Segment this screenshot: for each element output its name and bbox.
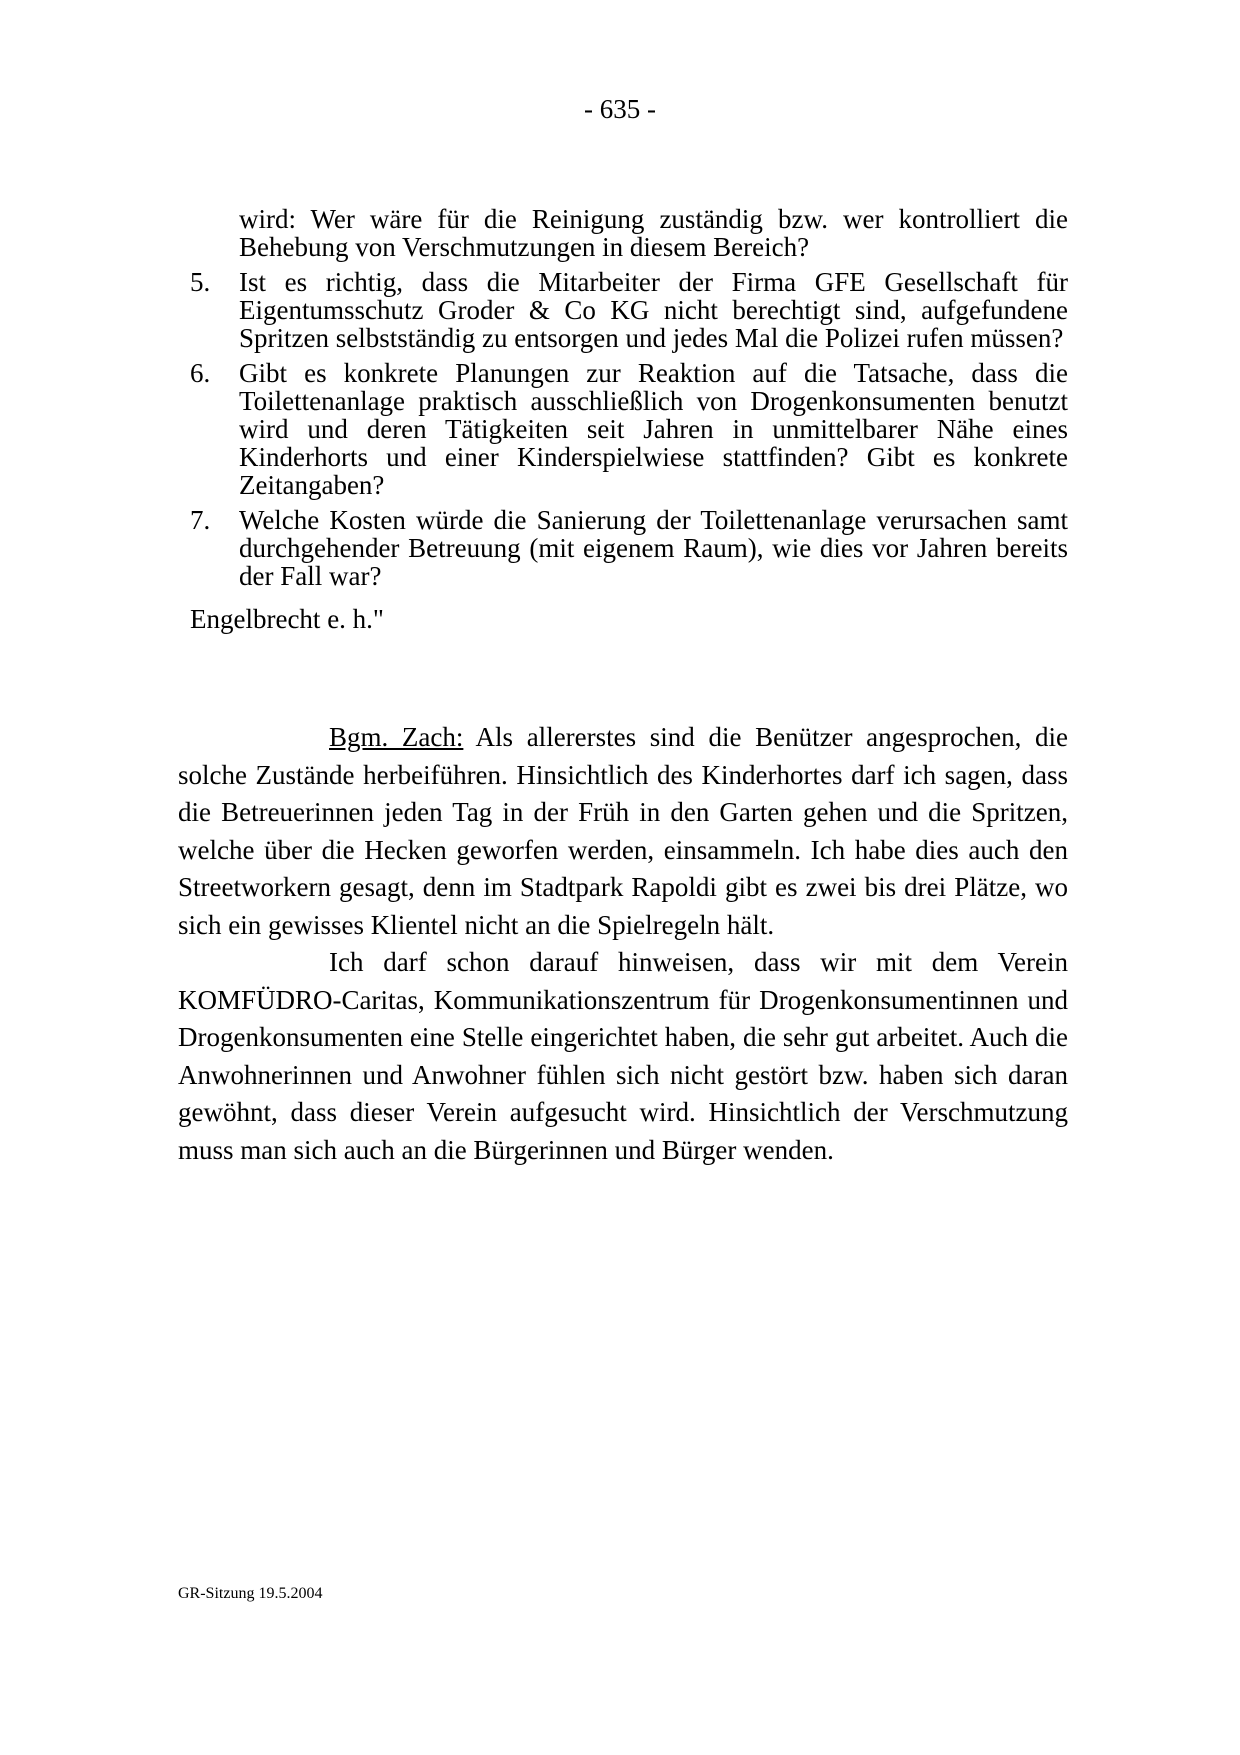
continued-question-text: wird: Wer wäre für die Reinigung zuständig bzw. wer kontrolliert die Behebung von Verschmutzungen in diesem Bereich? [239,204,1068,262]
question-item [190,268,1068,352]
question-item [190,506,1068,590]
question-text: Ist es richtig, dass die Mitarbeiter der Firma GFE Gesellschaft für Eigentumsschutz Groder & Co KG nicht berechtigt sind, aufgefundene Spritzen selbstständig zu entsorgen und jedes Mal die Polizei rufen müssen? [239,267,1068,353]
page-number: - 635 - [584,94,656,124]
question-number: 5. [190,267,211,297]
speech-paragraph: Ich darf schon darauf hinweisen, dass wir mit dem Verein KOMFÜDRO-Caritas, Kommunikationszentrum für Drogenkonsumentinnen und Drogenkonsumenten eine Stelle eingerichtet haben, die sehr gut arbeitet. Auch die Anwohnerinnen und Anwohner fühlen sich nicht gestört bzw. haben sich daran gewöhnt, dass dieser Verein aufgesucht wird. Hinsichtlich der Verschmutzung muss man sich auch an die Bürgerinnen und Bürger wenden. [178,947,1068,1165]
question-text: Welche Kosten würde die Sanierung der Toilettenanlage verursachen samt durchgehender Betreuung (mit eigenem Raum), wie dies vor Jahren bereits der Fall war? [239,505,1068,591]
question-item [190,359,1068,499]
inquiry-signature: Engelbrecht e. h." [190,604,384,634]
question-list [190,205,1068,636]
page-footer: GR-Sitzung 19.5.2004 [178,1585,323,1602]
speaker-name: Bgm. Zach: [329,722,464,752]
question-text: Gibt es konkrete Planungen zur Reaktion auf die Tatsache, dass die Toilettenanlage praktisch ausschließlich von Drogenkonsumenten benutzt wird und deren Tätigkeiten seit Jahren in unmittelbarer Nähe eines Kinderhorts und einer Kinderspielwiese stattfinden? Gibt es konkrete Zeitangaben? [239,358,1068,500]
speech-text: Als allererstes sind die Benützer angesprochen, die solche Zustände herbeiführen. Hinsichtlich des Kinderhortes darf ich sagen, dass die Betreuerinnen jeden Tag in der Früh in den Garten gehen und die Spritzen, welche über die Hecken geworfen werden, einsammeln. Ich habe dies auch den Streetworkern gesagt, denn im Stadtpark Rapoldi gibt es zwei bis drei Plätze, wo sich ein gewisses Klientel nicht an die Spielregeln hält. [178,722,1068,940]
speech-section [178,719,1068,1169]
speech-paragraph [178,719,1068,944]
question-number: 6. [190,358,211,388]
question-number: 7. [190,505,211,535]
